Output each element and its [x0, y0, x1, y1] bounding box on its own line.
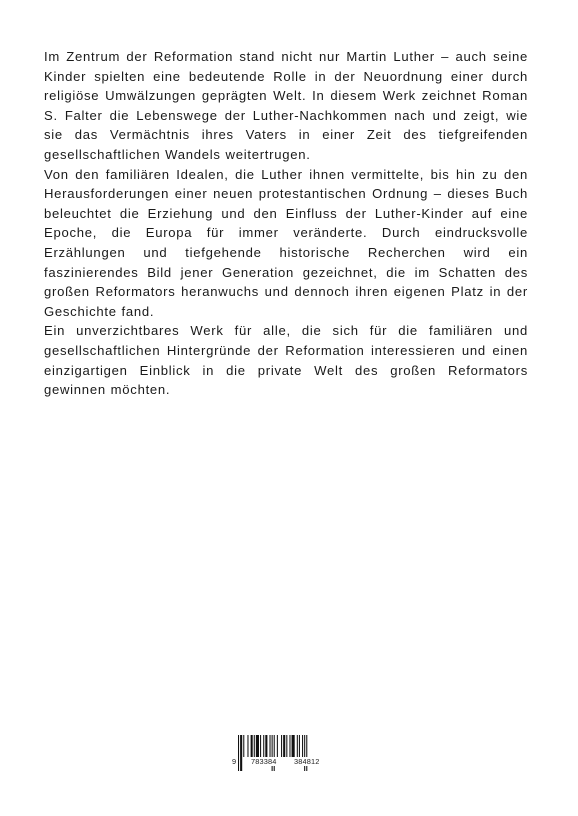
barcode-bar: [292, 735, 295, 757]
barcode-bar: [286, 735, 287, 757]
barcode-bar: [270, 735, 271, 757]
barcode-bar: [265, 735, 267, 757]
barcode-bar: [263, 735, 264, 757]
barcode-lead-digit: 9: [232, 757, 237, 766]
barcode-bar: [299, 735, 300, 757]
barcode-bar: [289, 735, 290, 757]
barcode-bar: [281, 735, 282, 757]
barcode-bar: [240, 735, 242, 771]
barcode-bar: [260, 735, 261, 757]
barcode-bar: [256, 735, 259, 757]
blurb-text: [44, 47, 528, 400]
blurb-paragraph-3: Ein unverzichtbares Werk für alle, die sich für die familiären und gesellschaftlichen Hintergründe der Reformation interessieren und einen einzigartigen Einblick in die private Welt des großen Reformators gewinnen möchten.: [44, 323, 528, 398]
isbn-barcode: [232, 735, 340, 771]
barcode-bar: [302, 735, 303, 757]
barcode-bar: [297, 735, 298, 757]
barcode-bar: [283, 735, 285, 757]
barcode-bar: [243, 735, 244, 757]
barcode-left-digits: 783384: [251, 757, 277, 766]
blurb-paragraph-1: Im Zentrum der Reformation stand nicht nur Martin Luther – auch seine Kinder spielten eine bedeutende Rolle in der Neuordnung einer durch religiöse Umwälzungen geprägten Welt. In diesem Werk zeichnet Roman S. Falter die Lebenswege der Luther-Nachkommen nach und zeigt, wie sie das Vermächtnis ihres Vaters in einer Zeit des tiefgreifenden gesellschaftlichen Wandels weitertrugen.: [44, 49, 528, 162]
barcode-bar: [238, 735, 239, 771]
blurb-paragraph-2: Von den familiären Idealen, die Luther ihnen vermittelte, bis hin zu den Herausforderungen einer neuen protestantischen Ordnung – dieses Buch beleuchtet die Erziehung und den Einfluss der Luther-Kinder auf eine Epoche, die Europa für immer veränderte. Durch eindrucksvolle Erzählungen und tiefgehende historische Recherchen wird ein faszinierendes Bild jener Generation gezeichnet, die im Schatten des großen Reformators heranwuchs und dennoch ihren eigenen Platz in der Geschichte fand.: [44, 166, 528, 319]
barcode-right-digits: 384812: [294, 757, 320, 766]
barcode-bar: [277, 735, 278, 757]
barcode-bars: [232, 735, 340, 771]
barcode-bar: [254, 735, 255, 757]
barcode-bar: [251, 735, 253, 757]
barcode-bar: [247, 735, 248, 757]
